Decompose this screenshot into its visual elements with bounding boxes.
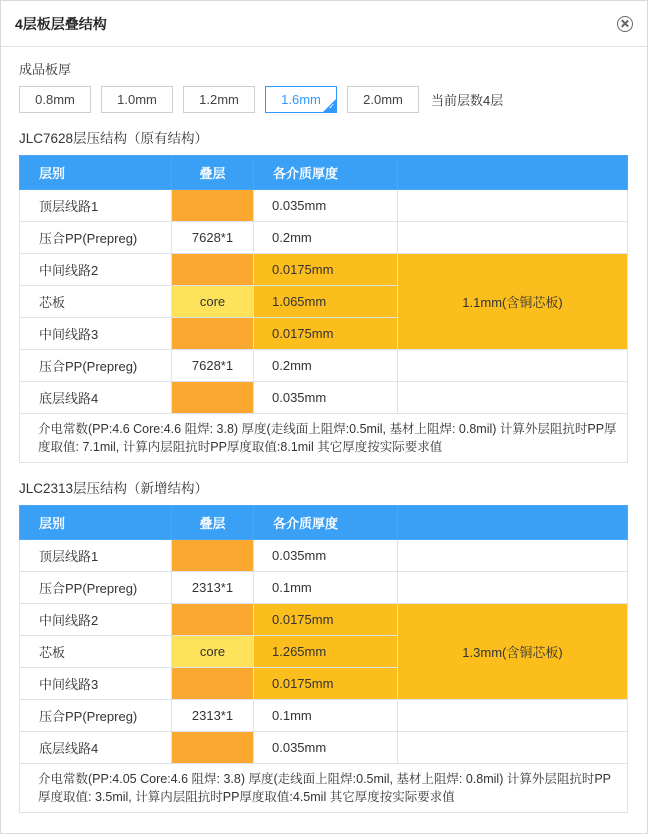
stackup-table bbox=[19, 505, 628, 813]
thickness-cell: 0.035mm bbox=[254, 732, 398, 764]
thickness-option-label: 1.6mm bbox=[281, 92, 321, 107]
dialog-header bbox=[1, 1, 647, 47]
layer-name: 顶层线路1 bbox=[20, 540, 172, 572]
section-title: JLC7628层压结构（原有结构） bbox=[19, 131, 209, 146]
stack-cell bbox=[172, 668, 254, 700]
current-layers-text: 当前层数4层 bbox=[431, 93, 504, 108]
thickness-cell: 0.035mm bbox=[254, 540, 398, 572]
stack-cell bbox=[172, 382, 254, 414]
thickness-cell: 0.0175mm bbox=[254, 604, 398, 636]
header-stack: 叠层 bbox=[172, 506, 254, 540]
layer-name: 芯板 bbox=[20, 636, 172, 668]
stack-cell bbox=[172, 604, 254, 636]
layer-name: 底层线路4 bbox=[20, 732, 172, 764]
table-row bbox=[20, 190, 628, 222]
stack-cell: 7628*1 bbox=[172, 222, 254, 254]
note-row bbox=[20, 764, 628, 813]
extra-cell bbox=[398, 382, 628, 414]
table-row bbox=[20, 732, 628, 764]
extra-cell bbox=[398, 190, 628, 222]
extra-cell bbox=[398, 572, 628, 604]
core-total-cell: 1.3mm(含铜芯板) bbox=[398, 604, 628, 700]
stackup-section-2313 bbox=[19, 477, 628, 813]
thickness-label: 成品板厚 bbox=[19, 62, 72, 77]
table-row bbox=[20, 382, 628, 414]
header-thickness: 各介质厚度 bbox=[254, 506, 398, 540]
stack-cell bbox=[172, 254, 254, 286]
extra-cell bbox=[398, 700, 628, 732]
layer-name: 中间线路2 bbox=[20, 254, 172, 286]
stack-cell bbox=[172, 318, 254, 350]
section-title: JLC2313层压结构（新增结构） bbox=[19, 481, 209, 496]
thickness-cell: 1.065mm bbox=[254, 286, 398, 318]
stack-cell bbox=[172, 540, 254, 572]
header-thickness: 各介质厚度 bbox=[254, 156, 398, 190]
checkmark-icon: ✓ bbox=[328, 102, 335, 111]
extra-cell bbox=[398, 540, 628, 572]
header-extra bbox=[398, 156, 628, 190]
stack-cell bbox=[172, 190, 254, 222]
extra-cell bbox=[398, 732, 628, 764]
layer-name: 中间线路2 bbox=[20, 604, 172, 636]
table-row bbox=[20, 254, 628, 286]
table-row bbox=[20, 222, 628, 254]
table-row bbox=[20, 604, 628, 636]
stack-cell bbox=[172, 732, 254, 764]
note-row bbox=[20, 414, 628, 463]
stack-cell: 7628*1 bbox=[172, 350, 254, 382]
thickness-cell: 0.035mm bbox=[254, 382, 398, 414]
stack-cell: core bbox=[172, 286, 254, 318]
layer-name: 压合PP(Prepreg) bbox=[20, 572, 172, 604]
stack-cell: core bbox=[172, 636, 254, 668]
layer-name: 压合PP(Prepreg) bbox=[20, 222, 172, 254]
extra-cell bbox=[398, 350, 628, 382]
header-layer: 层别 bbox=[20, 506, 172, 540]
thickness-cell: 1.265mm bbox=[254, 636, 398, 668]
header-extra bbox=[398, 506, 628, 540]
layer-name: 压合PP(Prepreg) bbox=[20, 350, 172, 382]
thickness-cell: 0.0175mm bbox=[254, 668, 398, 700]
thickness-cell: 0.2mm bbox=[254, 222, 398, 254]
dialog-title: 4层板层叠结构 bbox=[15, 15, 107, 32]
table-row bbox=[20, 572, 628, 604]
thickness-cell: 0.1mm bbox=[254, 572, 398, 604]
thickness-option-2-0[interactable]: 2.0mm bbox=[347, 86, 419, 113]
table-header-row bbox=[20, 506, 628, 540]
thickness-options bbox=[19, 86, 628, 113]
layer-name: 压合PP(Prepreg) bbox=[20, 700, 172, 732]
stackup-section-7628 bbox=[19, 127, 628, 463]
stack-cell: 2313*1 bbox=[172, 572, 254, 604]
layer-name: 中间线路3 bbox=[20, 318, 172, 350]
dialog-body bbox=[1, 47, 647, 813]
table-row bbox=[20, 350, 628, 382]
layer-name: 顶层线路1 bbox=[20, 190, 172, 222]
thickness-option-1-0[interactable]: 1.0mm bbox=[101, 86, 173, 113]
dielectric-note: 介电常数(PP:4.05 Core:4.6 阻焊: 3.8) 厚度(走线面上阻焊:0.5mil, 基材上阻焊: 0.8mil) 计算外层阻抗时PP厚度取值: 3.5mil, 计算内层阻抗时PP厚度取值:4.5mil 其它厚度按实际要求值 bbox=[20, 764, 628, 813]
header-layer: 层别 bbox=[20, 156, 172, 190]
thickness-option-1-2[interactable]: 1.2mm bbox=[183, 86, 255, 113]
thickness-cell: 0.035mm bbox=[254, 190, 398, 222]
close-icon[interactable] bbox=[617, 16, 633, 32]
thickness-cell: 0.0175mm bbox=[254, 318, 398, 350]
table-header-row bbox=[20, 156, 628, 190]
layer-name: 底层线路4 bbox=[20, 382, 172, 414]
stackup-table bbox=[19, 155, 628, 463]
extra-cell bbox=[398, 222, 628, 254]
table-row bbox=[20, 700, 628, 732]
table-row bbox=[20, 540, 628, 572]
header-stack: 叠层 bbox=[172, 156, 254, 190]
thickness-option-1-6[interactable] bbox=[265, 86, 337, 113]
thickness-cell: 0.0175mm bbox=[254, 254, 398, 286]
thickness-cell: 0.1mm bbox=[254, 700, 398, 732]
layer-name: 中间线路3 bbox=[20, 668, 172, 700]
layer-name: 芯板 bbox=[20, 286, 172, 318]
dielectric-note: 介电常数(PP:4.6 Core:4.6 阻焊: 3.8) 厚度(走线面上阻焊:0.5mil, 基材上阻焊: 0.8mil) 计算外层阻抗时PP厚度取值: 7.1mil, 计算内层阻抗时PP厚度取值:8.1mil 其它厚度按实际要求值 bbox=[20, 414, 628, 463]
thickness-option-0-8[interactable]: 0.8mm bbox=[19, 86, 91, 113]
stack-cell: 2313*1 bbox=[172, 700, 254, 732]
thickness-cell: 0.2mm bbox=[254, 350, 398, 382]
core-total-cell: 1.1mm(含铜芯板) bbox=[398, 254, 628, 350]
